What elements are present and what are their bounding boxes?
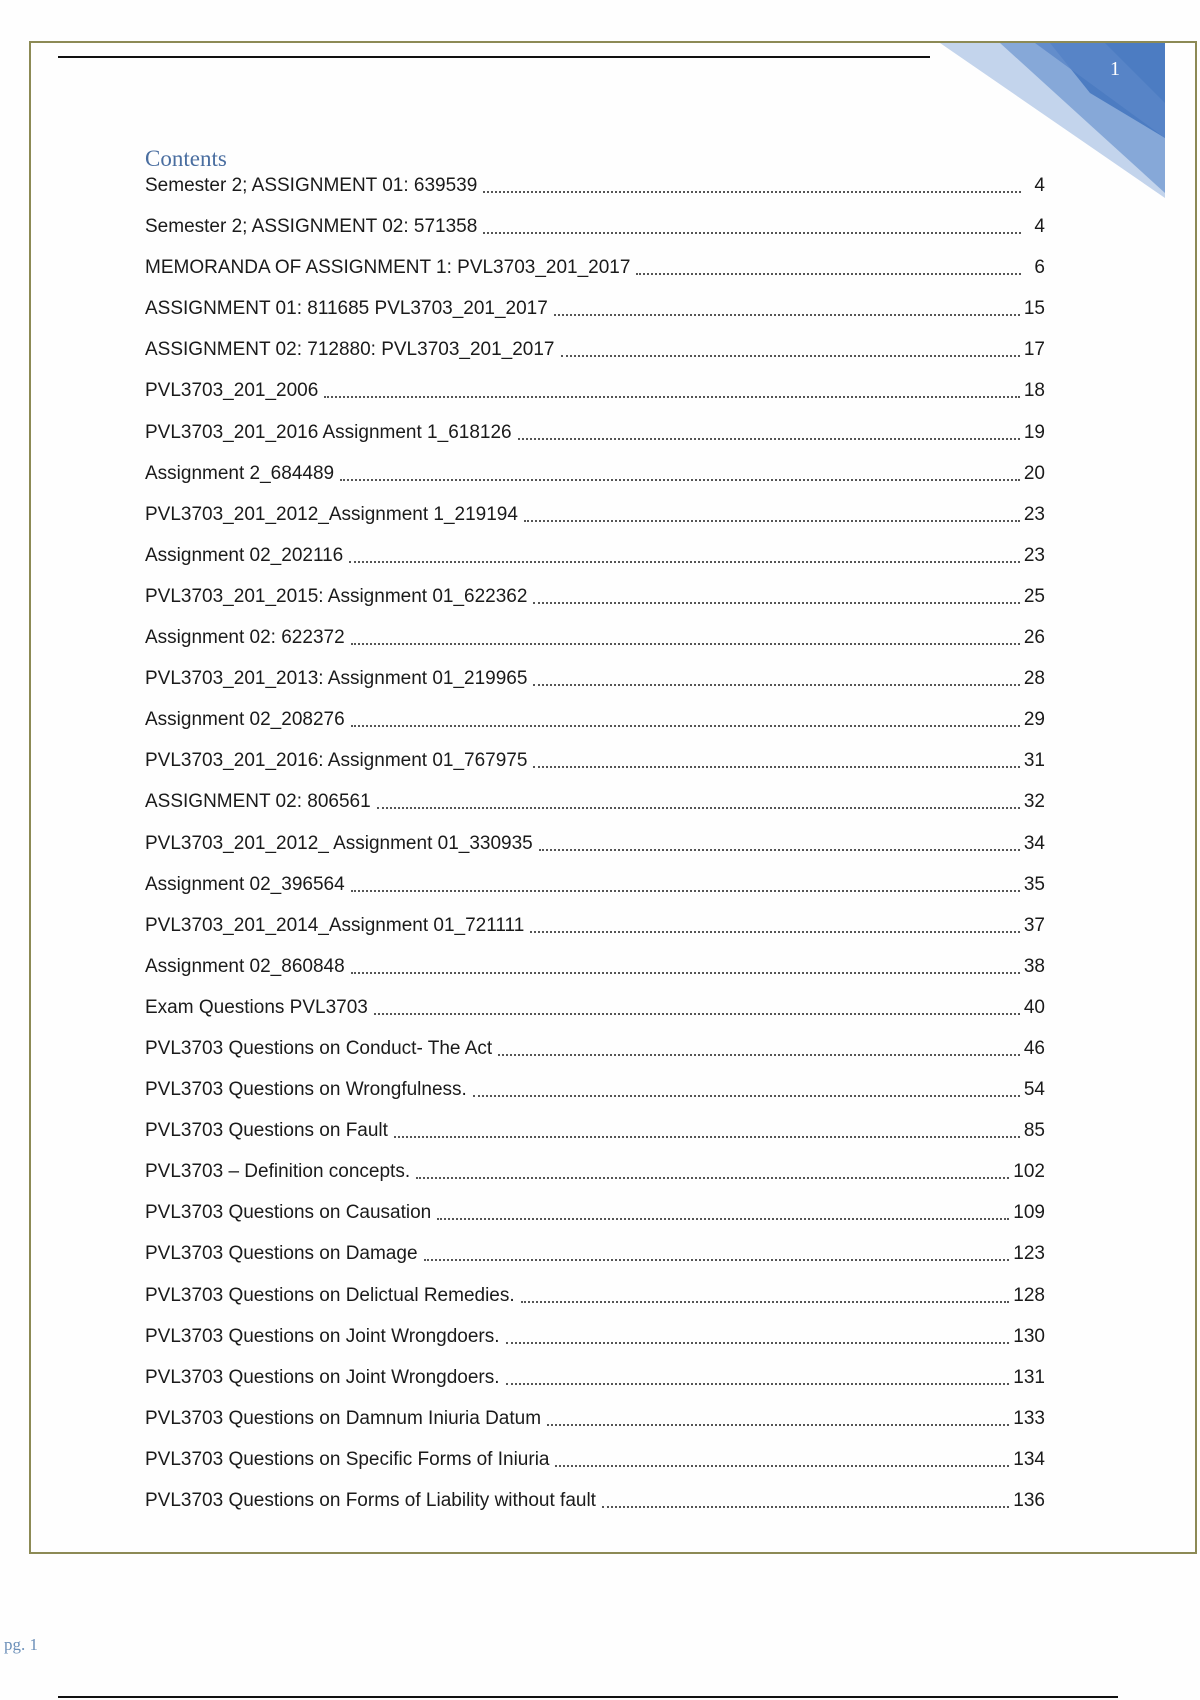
toc-entry-title: PVL3703_201_2015: Assignment 01_622362 — [145, 585, 528, 607]
toc-entry-title: Assignment 02: 622372 — [145, 627, 345, 649]
toc-entry[interactable] — [145, 298, 1045, 339]
toc-entry[interactable] — [145, 504, 1045, 545]
toc-entry[interactable] — [145, 956, 1045, 997]
toc-entry[interactable] — [145, 422, 1045, 463]
toc-entry[interactable] — [145, 1449, 1045, 1490]
toc-entry-title: Exam Questions PVL3703 — [145, 996, 368, 1018]
toc-dot-leader — [340, 463, 1020, 481]
footer-rule — [58, 1696, 1118, 1698]
toc-entry[interactable] — [145, 1120, 1045, 1161]
toc-dot-leader — [424, 1243, 1010, 1261]
header-rule — [58, 56, 930, 58]
toc-entry-title: Semester 2; ASSIGNMENT 02: 571358 — [145, 216, 478, 238]
toc-dot-leader — [351, 956, 1020, 974]
toc-entry-page: 20 — [1023, 462, 1045, 484]
toc-entry-page: 46 — [1023, 1037, 1045, 1059]
toc-entry-title: Semester 2; ASSIGNMENT 01: 639539 — [145, 175, 478, 196]
toc-dot-leader — [416, 1161, 1009, 1179]
toc-entry[interactable] — [145, 915, 1045, 956]
toc-entry-title: PVL3703 Questions on Delictual Remedies. — [145, 1284, 515, 1306]
toc-entry-page: 54 — [1023, 1079, 1045, 1101]
toc-entry-page: 19 — [1023, 421, 1045, 443]
toc-entry-page: 32 — [1023, 791, 1045, 813]
toc-entry-title: Assignment 02_396564 — [145, 873, 345, 895]
toc-entry[interactable] — [145, 627, 1045, 668]
toc-entry-title: ASSIGNMENT 02: 806561 — [145, 791, 371, 813]
toc-entry-page: 6 — [1034, 257, 1045, 279]
toc-entry[interactable] — [145, 750, 1045, 791]
toc-entry[interactable] — [145, 1243, 1045, 1284]
toc-entry-page: 37 — [1023, 914, 1045, 936]
toc-entry[interactable] — [145, 1285, 1045, 1326]
toc-dot-leader — [636, 257, 1021, 275]
toc-entry-page: 4 — [1034, 216, 1045, 238]
toc-entry-page: 102 — [1013, 1161, 1045, 1183]
toc-dot-leader — [351, 874, 1020, 892]
toc-entry-title: PVL3703 Questions on Damnum Iniuria Datum — [145, 1407, 542, 1429]
toc-entry-page: 134 — [1013, 1448, 1045, 1470]
toc-entry[interactable] — [145, 874, 1045, 915]
toc-entry[interactable] — [145, 339, 1045, 380]
toc-entry-title: PVL3703_201_2016: Assignment 01_767975 — [145, 750, 528, 772]
toc-dot-leader — [351, 627, 1020, 645]
toc-dot-leader — [555, 1449, 1009, 1467]
toc-dot-leader — [530, 915, 1020, 933]
toc-entry-title: PVL3703_201_2013: Assignment 01_219965 — [145, 668, 528, 690]
toc-entry[interactable] — [145, 1408, 1045, 1449]
toc-dot-leader — [518, 422, 1020, 440]
toc-entry-page: 29 — [1023, 709, 1045, 731]
toc-entry-page: 15 — [1023, 298, 1045, 320]
toc-dot-leader — [506, 1326, 1010, 1344]
toc-entry-page: 38 — [1023, 955, 1045, 977]
toc-entry-title: Assignment 2_684489 — [145, 462, 335, 484]
toc-entry[interactable] — [145, 668, 1045, 709]
toc-entry[interactable] — [145, 257, 1045, 298]
toc-entry-title: PVL3703 – Definition concepts. — [145, 1161, 411, 1183]
toc-entry[interactable] — [145, 175, 1045, 216]
toc-entry[interactable] — [145, 1367, 1045, 1408]
toc-entry-page: 23 — [1023, 503, 1045, 525]
toc-entry-title: PVL3703 Questions on Conduct- The Act — [145, 1037, 493, 1059]
toc-entry[interactable] — [145, 216, 1045, 257]
contents-heading: Contents — [145, 146, 227, 171]
toc-dot-leader — [437, 1202, 1009, 1220]
footer-page-label: pg. 1 — [4, 1635, 38, 1654]
toc-entry-title: PVL3703 Questions on Specific Forms of Iniuria — [145, 1448, 550, 1470]
toc-entry-page: 25 — [1023, 585, 1045, 607]
toc-entry-title: PVL3703 Questions on Wrongfulness. — [145, 1079, 467, 1101]
toc-dot-leader — [524, 504, 1020, 522]
toc-dot-leader — [602, 1490, 1009, 1508]
toc-entry[interactable] — [145, 791, 1045, 832]
toc-dot-leader — [539, 833, 1020, 851]
toc-entry-page: 26 — [1023, 627, 1045, 649]
toc-entry-page: 31 — [1023, 750, 1045, 772]
toc-dot-leader — [533, 668, 1019, 686]
toc-entry-title: PVL3703 Questions on Causation — [145, 1202, 432, 1224]
toc-dot-leader — [498, 1038, 1020, 1056]
toc-dot-leader — [521, 1285, 1010, 1303]
toc-entry-page: 109 — [1013, 1202, 1045, 1224]
toc-dot-leader — [554, 298, 1020, 316]
toc-entry[interactable] — [145, 545, 1045, 586]
toc-dot-leader — [351, 709, 1020, 727]
toc-entry[interactable] — [145, 463, 1045, 504]
toc-entry[interactable] — [145, 1490, 1045, 1531]
toc-entry-page: 18 — [1023, 380, 1045, 402]
page-number: 1 — [1110, 58, 1120, 80]
toc-entry[interactable] — [145, 1079, 1045, 1120]
toc-entry-page: 131 — [1013, 1366, 1045, 1388]
toc-entry-title: Assignment 02_208276 — [145, 709, 345, 731]
toc-entry[interactable] — [145, 586, 1045, 627]
toc-entry[interactable] — [145, 709, 1045, 750]
toc-entry-page: 34 — [1023, 832, 1045, 854]
toc-entry-page: 136 — [1013, 1490, 1045, 1511]
toc-dot-leader — [483, 216, 1021, 234]
toc-dot-leader — [533, 750, 1019, 768]
toc-entry-title: PVL3703 Questions on Forms of Liability without fault — [145, 1490, 596, 1511]
toc-dot-leader — [473, 1079, 1020, 1097]
toc-dot-leader — [547, 1408, 1009, 1426]
toc-entry-page: 123 — [1013, 1243, 1045, 1265]
toc-dot-leader — [394, 1120, 1020, 1138]
toc-entry-title: PVL3703 Questions on Damage — [145, 1243, 418, 1265]
toc-entry-page: 35 — [1023, 873, 1045, 895]
toc-dot-leader — [561, 339, 1020, 357]
toc-entry[interactable] — [145, 380, 1045, 421]
toc-entry[interactable] — [145, 1038, 1045, 1079]
toc-entry-title: Assignment 02_202116 — [145, 544, 344, 566]
toc-entry-title: ASSIGNMENT 02: 712880: PVL3703_201_2017 — [145, 339, 555, 361]
toc-entry-title: Assignment 02_860848 — [145, 955, 345, 977]
toc-entry[interactable] — [145, 1161, 1045, 1202]
toc-dot-leader — [349, 545, 1020, 563]
table-of-contents — [145, 175, 1045, 1531]
toc-entry-title: PVL3703 Questions on Fault — [145, 1120, 388, 1142]
toc-entry[interactable] — [145, 1326, 1045, 1367]
toc-dot-leader — [506, 1367, 1010, 1385]
toc-dot-leader — [483, 175, 1021, 193]
toc-entry-page: 130 — [1013, 1325, 1045, 1347]
toc-entry-page: 23 — [1023, 544, 1045, 566]
toc-entry-title: PVL3703_201_2014_Assignment 01_721111 — [145, 914, 525, 936]
toc-entry-title: PVL3703_201_2012_Assignment 1_219194 — [145, 503, 518, 525]
toc-entry-page: 28 — [1023, 668, 1045, 690]
toc-dot-leader — [533, 586, 1019, 604]
toc-entry-title: PVL3703_201_2006 — [145, 380, 319, 402]
toc-entry-page: 128 — [1013, 1284, 1045, 1306]
toc-entry-page: 17 — [1023, 339, 1045, 361]
toc-dot-leader — [377, 791, 1020, 809]
toc-entry-page: 133 — [1013, 1407, 1045, 1429]
toc-entry[interactable] — [145, 1202, 1045, 1243]
toc-entry[interactable] — [145, 833, 1045, 874]
toc-entry[interactable] — [145, 997, 1045, 1038]
toc-entry-title: PVL3703_201_2012_ Assignment 01_330935 — [145, 832, 533, 854]
toc-entry-title: PVL3703 Questions on Joint Wrongdoers. — [145, 1325, 500, 1347]
toc-entry-title: PVL3703 Questions on Joint Wrongdoers. — [145, 1366, 500, 1388]
toc-entry-page: 85 — [1023, 1120, 1045, 1142]
toc-dot-leader — [324, 380, 1020, 398]
toc-entry-page: 40 — [1023, 996, 1045, 1018]
toc-entry-title: PVL3703_201_2016 Assignment 1_618126 — [145, 421, 512, 443]
toc-dot-leader — [374, 997, 1020, 1015]
toc-entry-title: MEMORANDA OF ASSIGNMENT 1: PVL3703_201_2017 — [145, 257, 631, 279]
toc-entry-title: ASSIGNMENT 01: 811685 PVL3703_201_2017 — [145, 298, 548, 320]
toc-entry-page: 4 — [1034, 175, 1045, 196]
